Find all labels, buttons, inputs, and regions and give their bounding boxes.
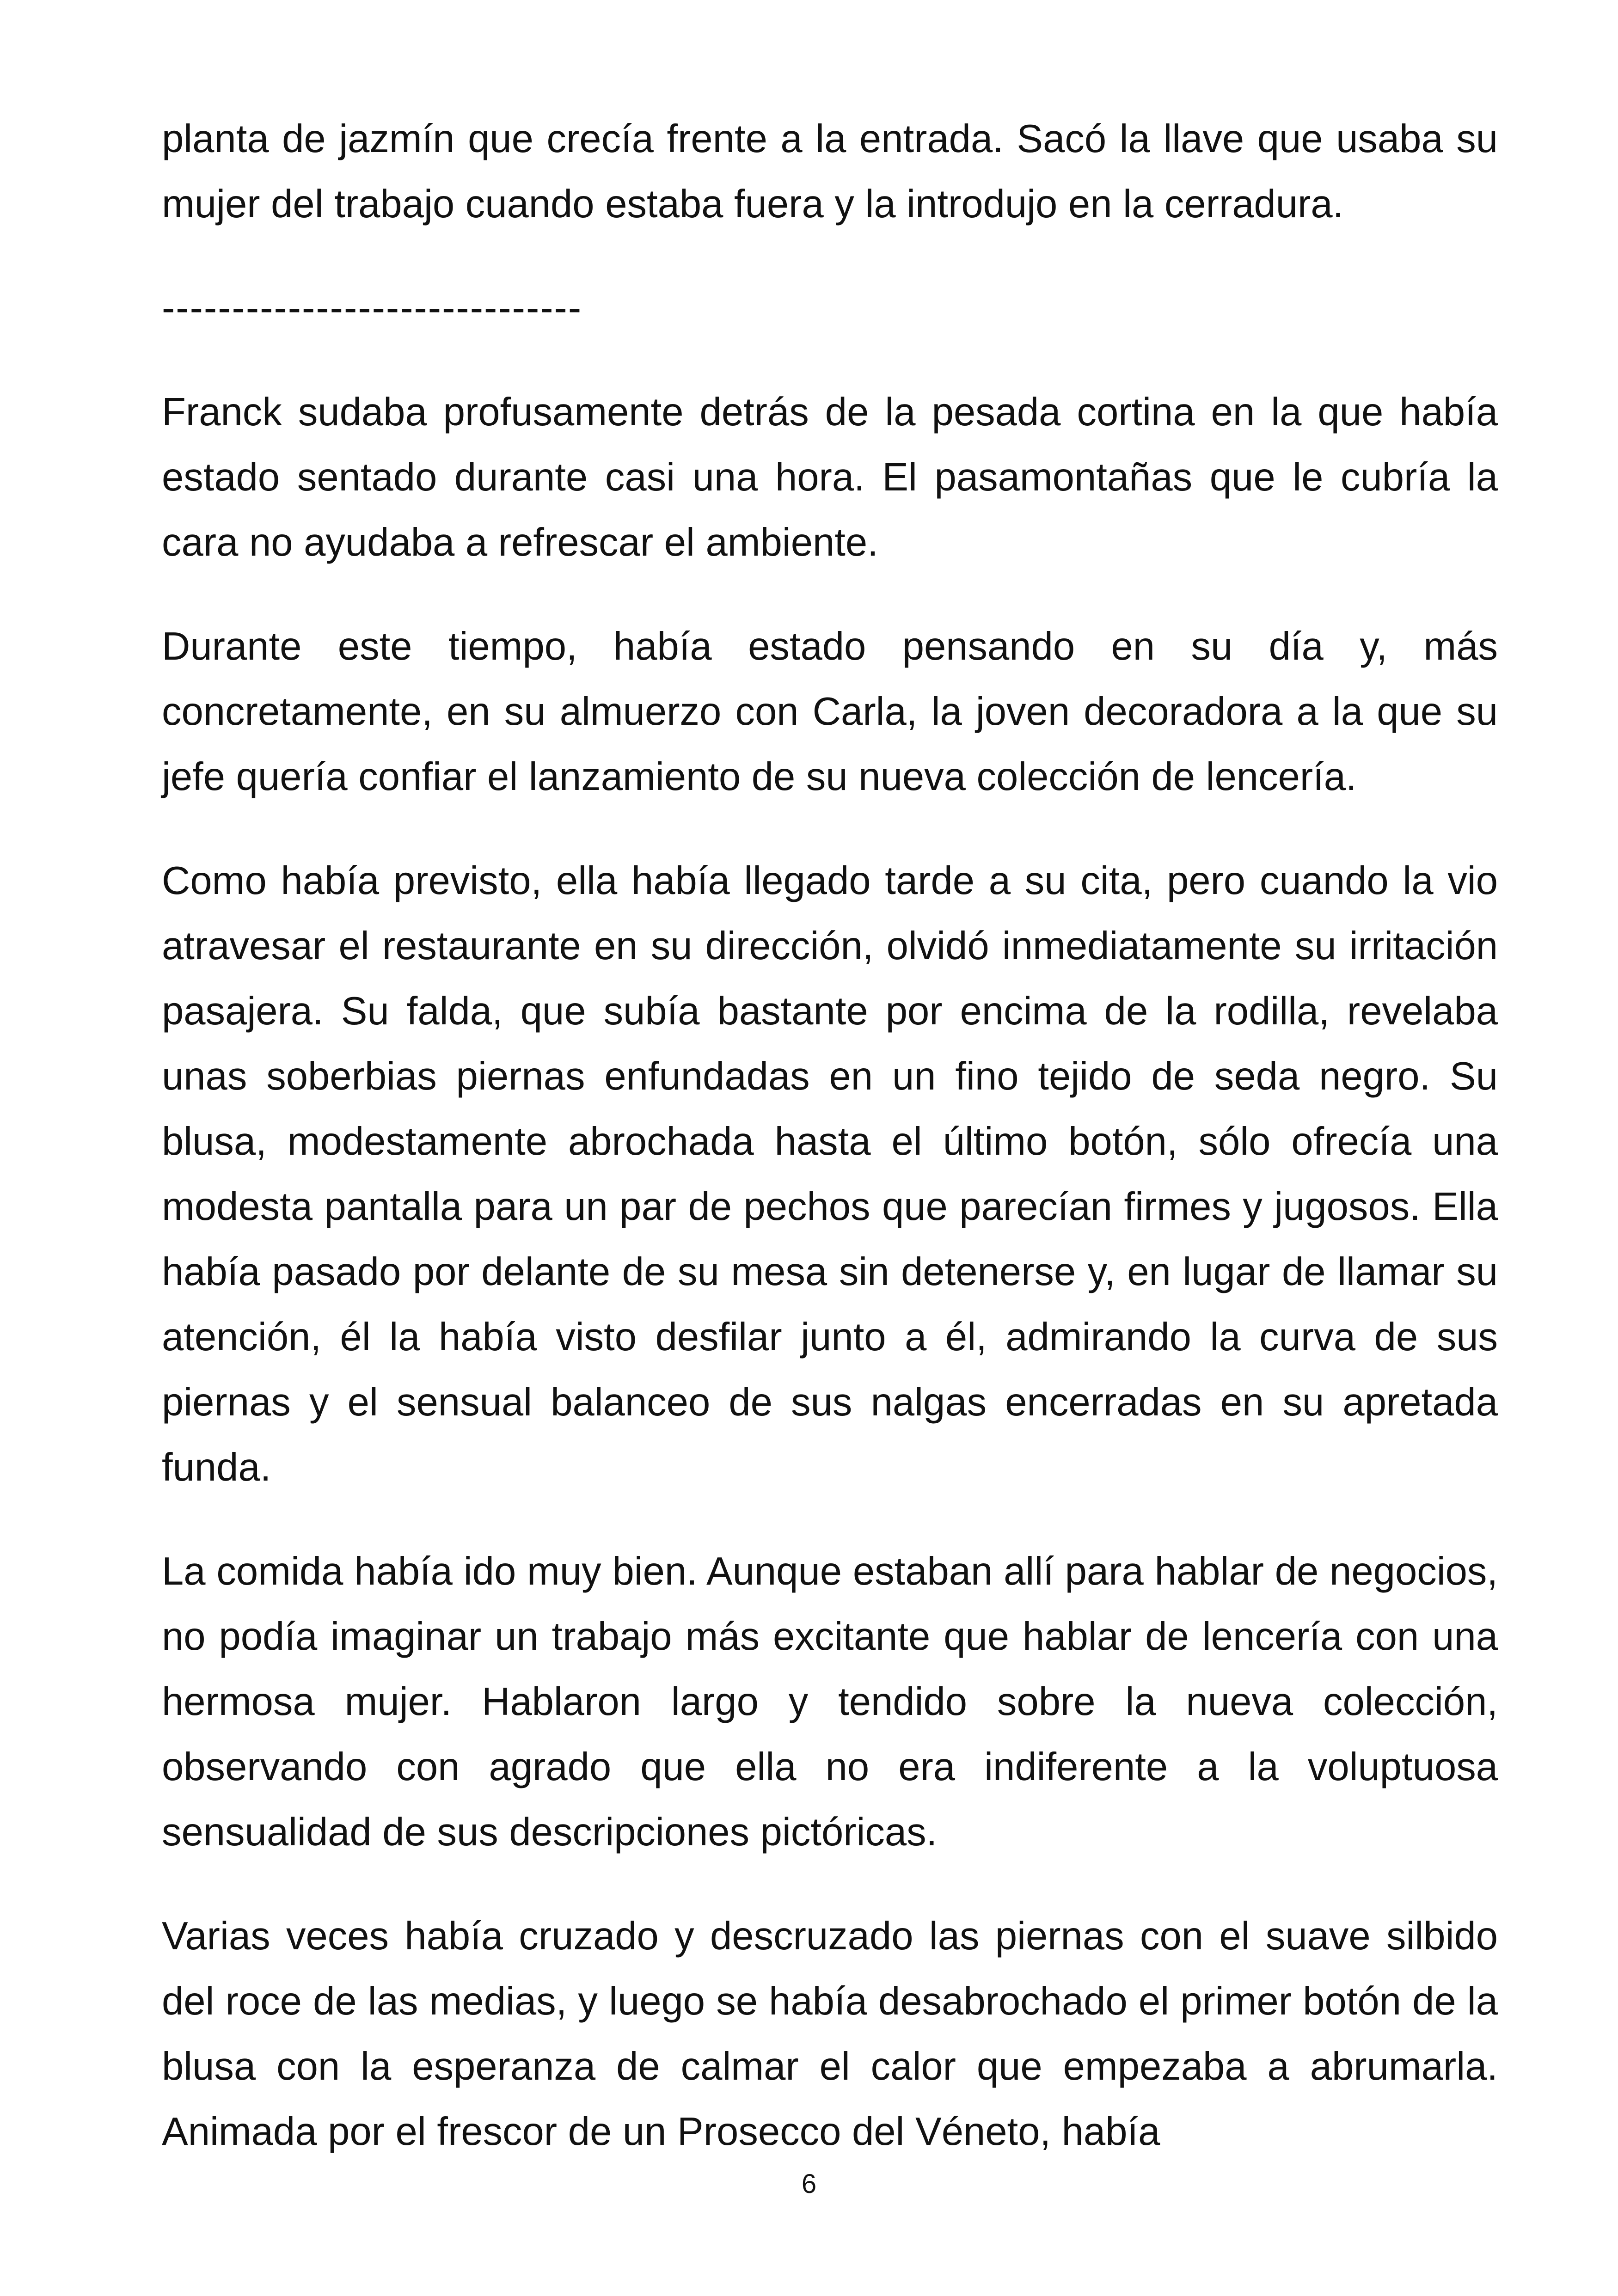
paragraph-4: Como había previsto, ella había llegado tarde a su cita, pero cuando la vio atravesar el restaurante en su dirección, olvidó inmediatamente su irritación pasajera. Su falda, que subía bastante por encima de la rodilla, revelaba unas soberbias piernas enfundadas en un fino tejido de seda negro. Su blusa, modestamente abrochada hasta el último botón, sólo ofrecía una modesta pantalla para un par de pechos que parecían firmes y jugosos. Ella había pasado por delante de su mesa sin detenerse y, en lugar de llamar su atención, él la había visto desfilar junto a él, admirando la curva de sus piernas y el sensual balanceo de sus nalgas encerradas en su apretada funda. [162, 859, 1498, 1489]
paragraph-1: planta de jazmín que crecía frente a la entrada. Sacó la llave que usaba su mujer del trabajo cuando estaba fuera y la introdujo en la cerradura. [162, 117, 1498, 226]
document-page [162, 106, 1498, 2203]
paragraph-5: La comida había ido muy bien. Aunque estaban allí para hablar de negocios, no podía imaginar un trabajo más excitante que hablar de lencería con una hermosa mujer. Hablaron largo y tendido sobre la nueva colección, observando con agrado que ella no era indiferente a la voluptuosa sensualidad de sus descripciones pictóricas. [162, 1549, 1498, 1854]
page-number: 6 [801, 2169, 817, 2199]
paragraph-3: Durante este tiempo, había estado pensando en su día y, más concretamente, en su almuerzo con Carla, la joven decoradora a la que su jefe quería confiar el lanzamiento de su nueva colección de lencería. [162, 625, 1498, 799]
paragraph-6: Varias veces había cruzado y descruzado las piernas con el suave silbido del roce de las medias, y luego se había desabrochado el primer botón de la blusa con la esperanza de calmar el calor que empezaba a abrumarla. Animada por el frescor de un Prosecco del Véneto, había [162, 1914, 1498, 2154]
paragraph-2: Franck sudaba profusamente detrás de la pesada cortina en la que había estado sentado durante casi una hora. El pasamontañas que le cubría la cara no ayudaba a refrescar el ambiente. [162, 390, 1498, 564]
section-separator: ------------------------------ [162, 286, 582, 330]
